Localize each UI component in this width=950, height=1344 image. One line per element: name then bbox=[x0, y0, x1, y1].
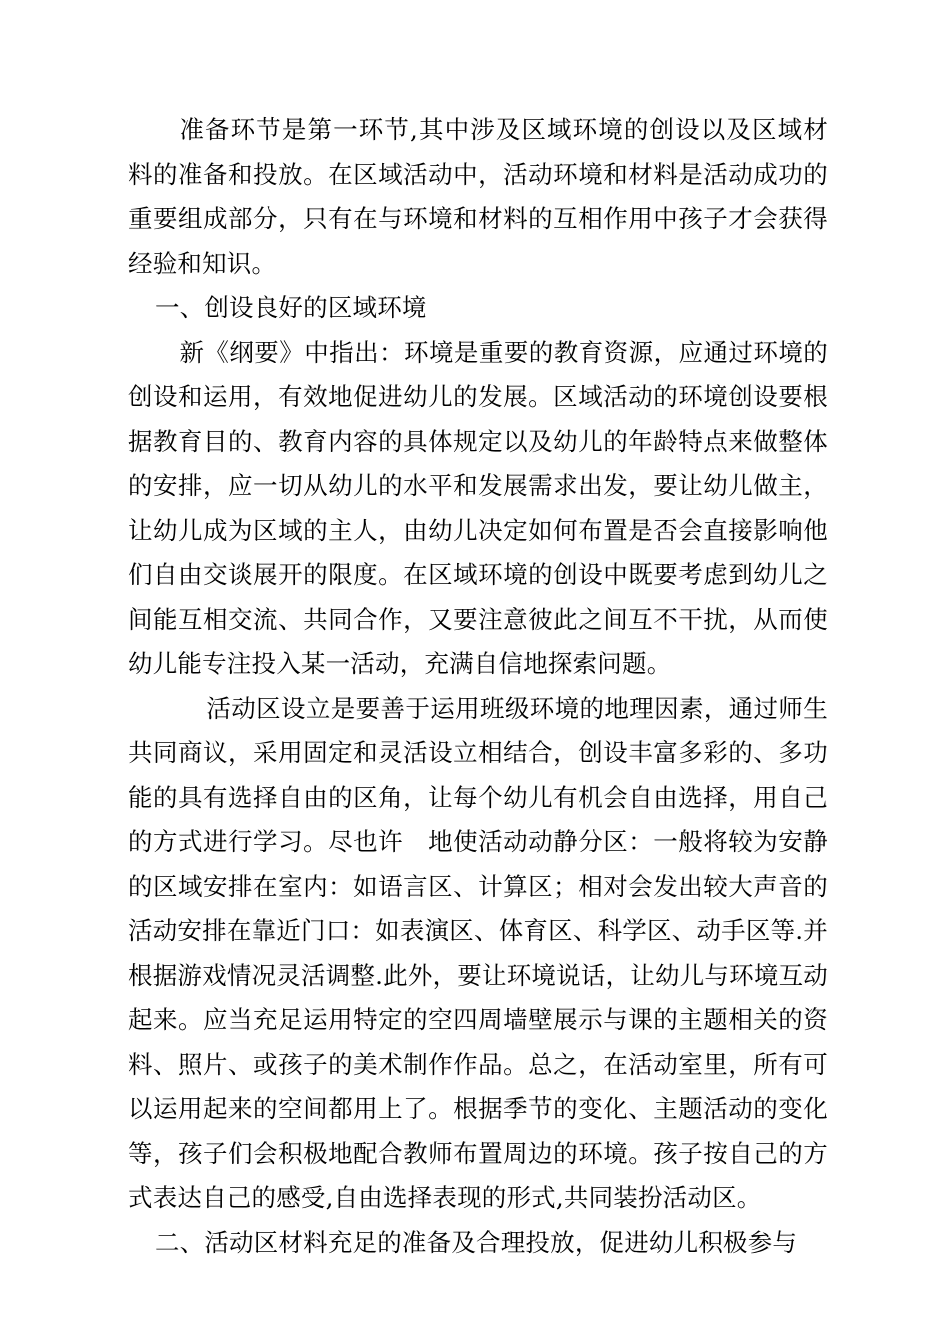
paragraph-activity-area-setup: 活动区设立是要善于运用班级环境的地理因素，通过师生共同商议，采用固定和灵活设立相结合，创设丰富多彩的、多功能的具有选择自由的区角，让每个幼儿有机会自由选择，用自己的方式进行学习。尽也许 地使活动动静分区：一般将较为安静的区域安排在室内：如语言区、计算区；相对会发出较大声音的活动安排在靠近门口：如表演区、体育区、科学区、动手区等.并根据游戏情况灵活调整.此外，要让环境说话，让幼儿与环境互动起来。应当充足运用特定的空四周墙壁展示与课的主题相关的资料、照片、或孩子的美术制作作品。总之，在活动室里，所有可以运用起来的空间都用上了。根据季节的变化、主题活动的变化等，孩子们会积极地配合教师布置周边的环境。孩子按自己的方式表达自己的感受,自由选择表现的形式,共同装扮活动区。 bbox=[128, 693, 828, 1212]
paragraph-intro: 准备环节是第一环节,其中涉及区域环境的创设以及区域材料的准备和投放。在区域活动中，活动环境和材料是活动成功的重要组成部分，只有在与环境和材料的互相作用中孩子才会获得经验和知识。 bbox=[128, 115, 828, 278]
heading-section-one: 一、创设良好的区域环境 bbox=[154, 293, 427, 322]
document-body bbox=[128, 108, 828, 1265]
heading-section-two: 二、活动区材料充足的准备及合理投放，促进幼儿积极参与 bbox=[154, 1227, 798, 1257]
paragraph-outline-quote: 新《纲要》中指出：环境是重要的教育资源，应通过环境的创设和运用，有效地促进幼儿的发展。区域活动的环境创设要根据教育目的、教育内容的具体规定以及幼儿的年龄特点来做整体的安排，应一切从幼儿的水平和发展需求出发，要让幼儿做主，让幼儿成为区域的主人，由幼儿决定如何布置是否会直接影响他们自由交谈展开的限度。在区域环境的创设中既要考虑到幼儿之间能互相交流、共同合作，又要注意彼此之间互不干扰，从而使幼儿能专注投入某一活动，充满自信地探索问题。 bbox=[128, 337, 828, 678]
